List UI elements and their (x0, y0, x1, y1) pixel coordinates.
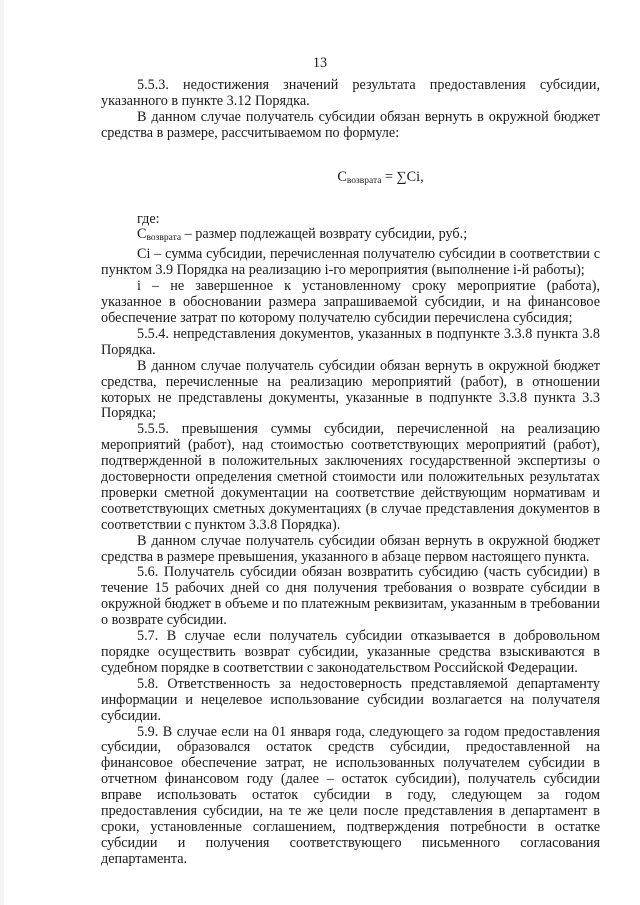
definition-c-return (101, 227, 600, 247)
paragraph-5-6: 5.6. Получатель субсидии обязан возвратить субсидию (часть субсидии) в течение 15 рабочих дней со дня получения требования о возврате субсидии в окружной бюджет в объеме и по платежным реквизитам, указанным в требовании о возврате субсидии. (101, 564, 600, 629)
page-edge-shadow (0, 0, 4, 905)
definition-i: i – не завершенное к установленному сроку мероприятие (работа), указанное в обосновании размера запрашиваемой субсидии, и на финансовое обеспечение затрат по которому получателю субсидии перечислена субсидия; (101, 278, 600, 326)
paragraph-5-9: 5.9. В случае если на 01 января года, следующего за годом предоставления субсидии, образовался остаток средств субсидии, предоставленной на финансовое обеспечение затрат, не использованных получателем субсидии в отчетном финансовом году (далее – остаток субсидии), получатель субсидии вправе использовать остаток субсидии в году, следующем за годом предоставления субсидии, на те же цели после представления в департамент в сроки, установленные соглашением, подтверждения потребности в остатке субсидии и получения соответствующего письменного согласования департамента. (101, 723, 600, 867)
definition-text: – размер подлежащей возврату субсидии, руб.; (181, 226, 468, 243)
paragraph-5-5-4: 5.5.4. непредставления документов, указанных в подпункте 3.3.8 пункта 3.8 Порядка. (101, 325, 600, 358)
paragraph-return-formula-intro: В данном случае получатель субсидии обязан вернуть в окружной бюджет средства в размере, рассчитываемом по формуле: (101, 108, 600, 141)
document-body (101, 78, 600, 868)
paragraph-5-7: 5.7. В случае если получатель субсидии отказывается в добровольном порядке осуществить возврат субсидии, указанные средства взыскиваются в судебном порядке в соответствии с законодательством Российской Федерации. (101, 628, 600, 676)
formula-where: где: (137, 210, 160, 227)
definition-subscript: возврата (146, 233, 182, 244)
definition-symbol: С (137, 226, 147, 243)
formula-rhs: = ∑Сi, (381, 168, 424, 185)
formula-lhs: С (337, 168, 347, 185)
page-number: 13 (312, 55, 328, 71)
paragraph-5-5-3: 5.5.3. недостижения значений результата предоставления субсидии, указанного в пункте 3.12 Порядка. (101, 77, 600, 109)
paragraph-5-5-5: 5.5.5. превышения суммы субсидии, перечисленной на реализацию мероприятий (работ), над стоимостью соответствующих мероприятий (работ), подтвержденной в положительных заключениях государственной экспертизы о достоверности определения сметной стоимости или положительных результатах проверки сметной документации на соответствие действующим нормативам и соответствующих сметных документациях (в случае представления документов в соответствии с пунктом 3.3.8 Порядка). (101, 421, 600, 533)
paragraph-5-5-5-return: В данном случае получатель субсидии обязан вернуть в окружной бюджет средства в размере превышения, указанного в абзаце первом настоящего пункта. (101, 532, 600, 565)
return-formula (101, 170, 600, 190)
definition-ci: Сi – сумма субсидии, перечисленная получателю субсидии в соответствии с пунктом 3.9 Порядка на реализацию i-го мероприятия (выполнение i-й работы); (101, 246, 600, 279)
paragraph-5-8: 5.8. Ответственность за недостоверность представляемой департаменту информации и нецелевое использование субсидии возлагается на получателя субсидии. (101, 675, 600, 724)
formula-lhs-subscript: возврата (346, 175, 382, 186)
paragraph-5-5-4-return: В данном случае получатель субсидии обязан вернуть в окружной бюджет средства, перечисленные на реализацию мероприятий (работ), в отношении которых не представлены документы, указанные в подпункте 3.3.8 пункта 3.3 Порядка; (101, 357, 600, 422)
